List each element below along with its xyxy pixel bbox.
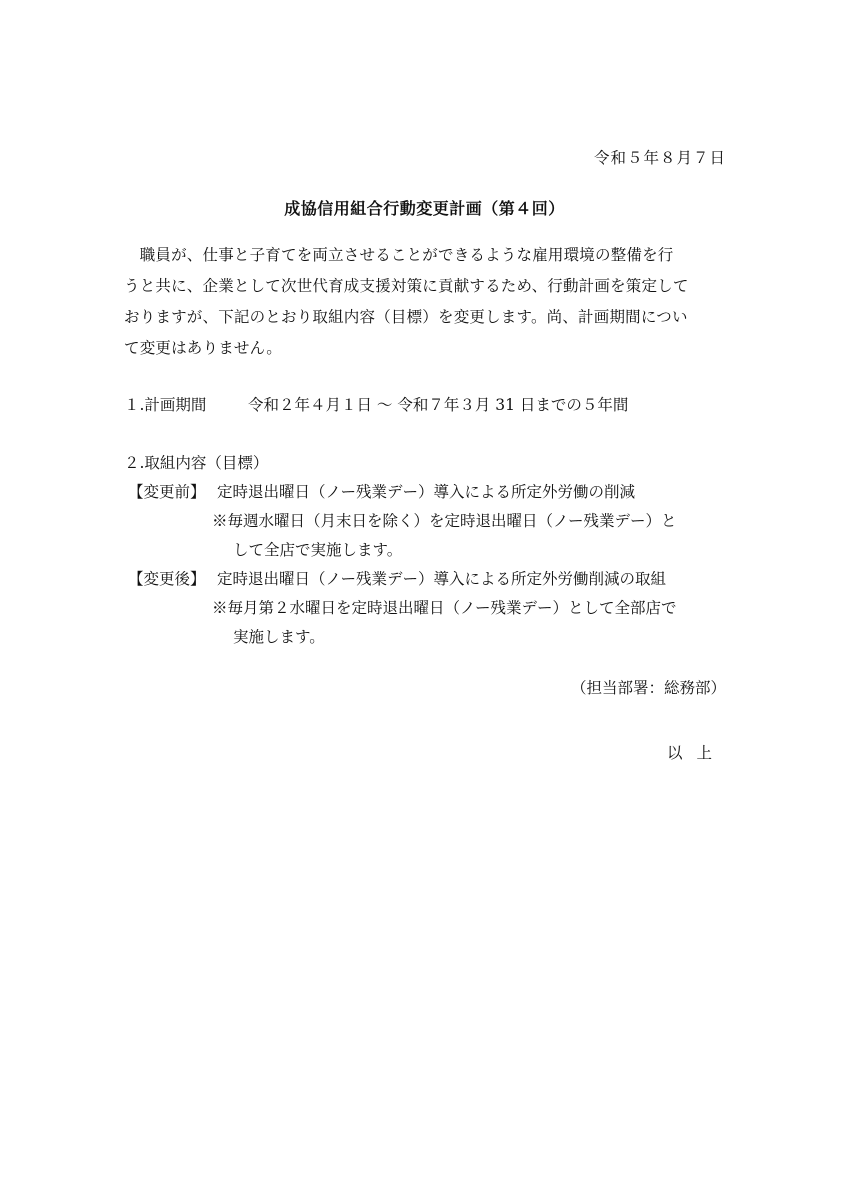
before-note-line: して全店で実施します。 xyxy=(233,541,403,559)
plan-period-value: 令和２年４月１日 ～ 令和７年３月 31 日までの５年間 xyxy=(248,396,629,414)
plan-period-label: １.計画期間 xyxy=(124,396,207,414)
document-date: 令和５年８月７日 xyxy=(593,149,726,167)
intro-line: 職員が、仕事と子育てを両立させることができるような雇用環境の整備を行 xyxy=(124,246,674,264)
after-note-line: ※毎月第２水曜日を定時退出曜日（ノー残業デー）として全部店で xyxy=(212,599,677,617)
closing-mark: 以上 xyxy=(666,744,726,762)
measures-heading: ２.取組内容（目標） xyxy=(124,454,269,472)
before-tag: 【変更前】 xyxy=(128,483,206,501)
plan-period-section xyxy=(124,393,628,415)
after-text: 定時退出曜日（ノー残業デー）導入による所定外労働削減の取組 xyxy=(217,570,667,588)
intro-line: て変更はありません。 xyxy=(124,339,282,357)
intro-line: おりますが、下記のとおり取組内容（目標）を変更します。尚、計画期間につい xyxy=(124,308,688,326)
document-title: 成協信用組合行動変更計画（第４回） xyxy=(284,199,565,218)
intro-line: うと共に、企業として次世代育成支援対策に貢献するため、行動計画を策定して xyxy=(124,277,689,295)
after-note-line: 実施します。 xyxy=(233,628,325,646)
before-text: 定時退出曜日（ノー残業デー）導入による所定外労働の削減 xyxy=(217,483,636,501)
after-tag: 【変更後】 xyxy=(128,570,206,588)
before-note-line: ※毎週水曜日（月末日を除く）を定時退出曜日（ノー残業デー）と xyxy=(212,512,677,530)
department-note: （担当部署：総務部） xyxy=(570,679,726,697)
intro-paragraph xyxy=(124,240,729,364)
